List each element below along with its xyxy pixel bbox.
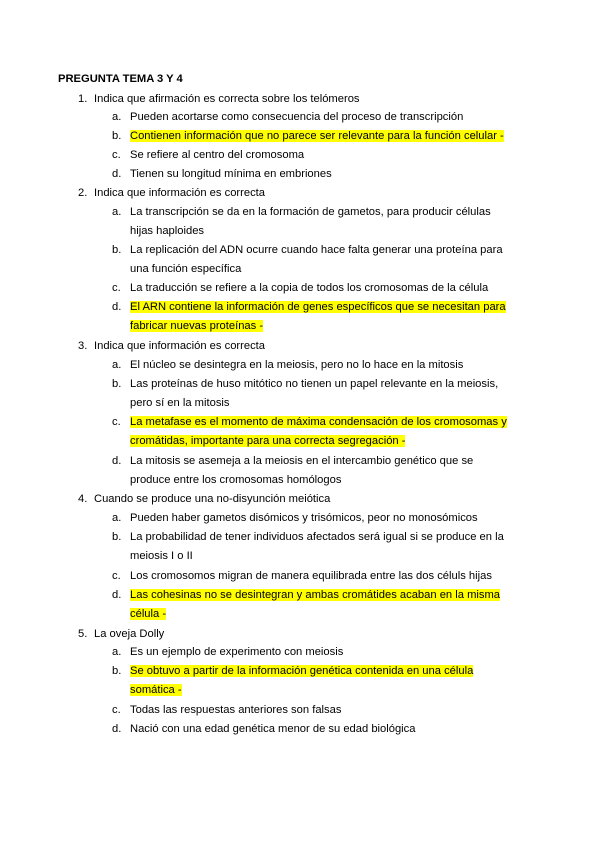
option-text-line2-highlighted: célula - [130,608,167,620]
option-text-line1: La probabilidad de tener individuos afectados será igual si se produce en la [130,531,504,543]
option-text-line1: La transcripción se da en la formación de gametos, para producir células [130,206,491,218]
option-text-line2: meiosis I o II [130,550,193,562]
option-letter: b. [112,244,122,256]
option-text: La traducción se refiere a la copia de todos los cromosomas de la célula [130,282,489,294]
option-letter: d. [112,723,122,735]
option-letter: a. [112,111,122,123]
option-text-line2: produce entre los cromosomas homólogos [130,474,342,486]
option-letter: c. [112,149,121,161]
option-text-line1: La mitosis se asemeja a la meiosis en el intercambio genético que se [130,455,474,467]
option-text-line1-highlighted: Se obtuvo a partir de la información genética contenida en una célula [130,665,474,677]
question-number: 5. [78,628,88,640]
question-number: 2. [78,187,88,199]
option-text: Los cromosomos migran de manera equilibrada entre las dos céluls hijas [130,570,492,582]
question-number: 3. [78,340,88,352]
option-text: Todas las respuestas anteriores son falsas [130,704,342,716]
option-text: Pueden haber gametos disómicos y trisómicos, peor no monosómicos [130,512,478,524]
option-letter: a. [112,206,122,218]
option-text: Se refiere al centro del cromosoma [130,149,305,161]
option-letter: b. [112,130,122,142]
option-text-line2-highlighted: somática - [130,684,182,696]
option-text: Pueden acortarse como consecuencia del proceso de transcripción [130,111,464,123]
option-text: Nació con una edad genética menor de su edad biológica [130,723,416,735]
document-title: PREGUNTA TEMA 3 Y 4 [58,73,183,85]
option-letter: c. [112,570,121,582]
question-text: Indica que información es correcta [94,187,266,199]
option-letter: c. [112,704,121,716]
option-letter: a. [112,512,122,524]
option-text: Es un ejemplo de experimento con meiosis [130,646,344,658]
option-text-line1-highlighted: Las cohesinas no se desintegran y ambas cromátides acaban en la misma [130,589,501,601]
question-text: Indica que información es correcta [94,340,266,352]
option-text-line1: La replicación del ADN ocurre cuando hace falta generar una proteína para [130,244,503,256]
question-number: 4. [78,493,88,505]
question-text: La oveja Dolly [94,628,165,640]
option-letter: d. [112,589,122,601]
option-letter: a. [112,646,122,658]
question-number: 1. [78,93,88,105]
option-text-line1: Las proteínas de huso mitótico no tienen un papel relevante en la meiosis, [130,378,499,390]
option-letter: d. [112,168,122,180]
option-letter: d. [112,301,122,313]
option-letter: b. [112,665,122,677]
option-letter: c. [112,282,121,294]
option-letter: d. [112,455,122,467]
option-text-line2: hijas haploides [130,225,205,237]
question-text: Indica que afirmación es correcta sobre los telómeros [94,93,360,105]
option-text-line1-highlighted: El ARN contiene la información de genes específicos que se necesitan para [130,301,506,313]
option-text-line2: pero sí en la mitosis [130,397,230,409]
option-text-line2-highlighted: cromátidas, importante para una correcta segregación - [130,435,406,447]
option-text-line2-highlighted: fabricar nuevas proteínas - [130,320,264,332]
option-letter: c. [112,416,121,428]
option-text-highlighted: Contienen información que no parece ser relevante para la función celular - [130,130,504,142]
option-letter: b. [112,378,122,390]
option-letter: b. [112,531,122,543]
option-text-line1-highlighted: La metafase es el momento de máxima condensación de los cromosomas y [130,416,507,428]
option-text-line2: una función específica [130,263,242,275]
option-text: Tienen su longitud mínima en embriones [130,168,332,180]
option-text: El núcleo se desintegra en la meiosis, pero no lo hace en la mitosis [130,359,464,371]
question-text: Cuando se produce una no-disyunción meiótica [94,493,331,505]
option-letter: a. [112,359,122,371]
